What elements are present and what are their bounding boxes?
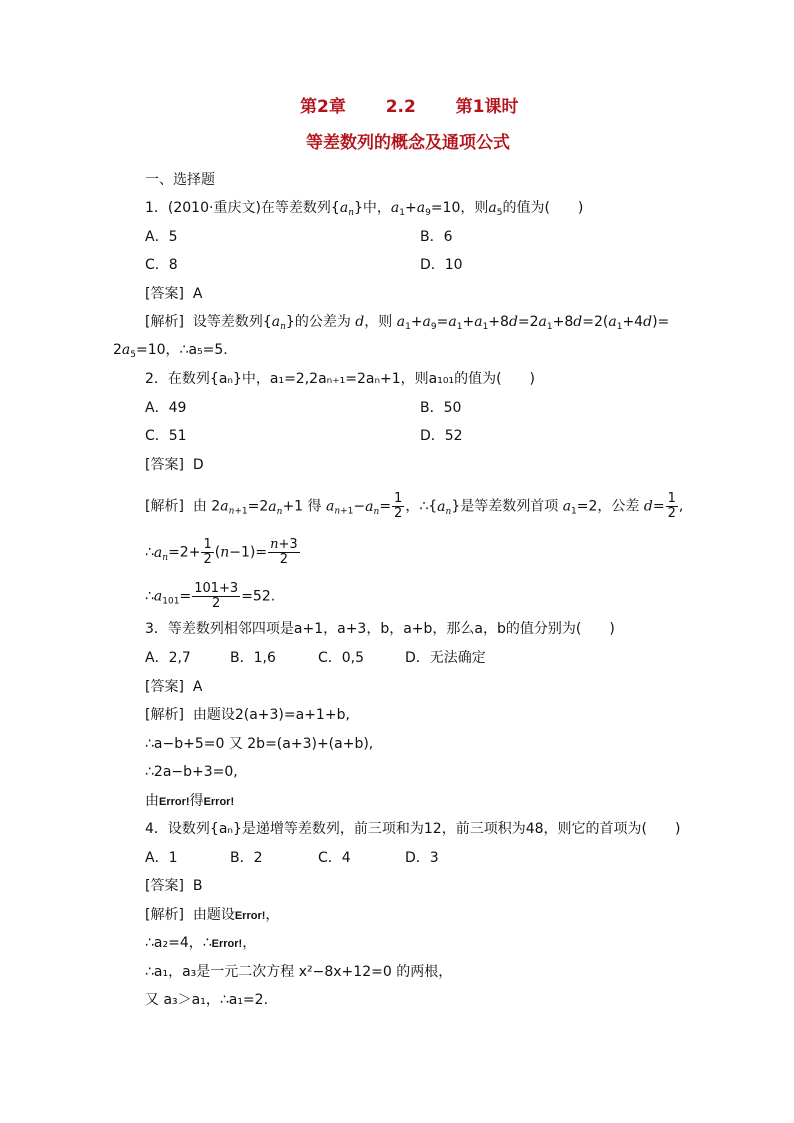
q2-option-a: A．49	[145, 400, 187, 416]
page-title	[300, 97, 519, 117]
q2-option-d: D．52	[420, 428, 463, 444]
q4-analysis-line4: 又 a₃＞a₁，∴a₁=2.	[145, 992, 269, 1008]
q4-analysis-line3: ∴a₁，a₃是一元二次方程 x²−8x+12=0 的两根，	[145, 964, 453, 980]
q2-stem: 2．在数列{aₙ}中，a₁=2,2aₙ₊₁=2aₙ+1，则a₁₀₁的值为( )	[145, 371, 535, 387]
q3-option-a: A．2,7	[145, 650, 191, 666]
page-subtitle: 等差数列的概念及通项公式	[306, 133, 510, 153]
q4-option-a: A．1	[145, 850, 178, 866]
lesson-label: 第1课时	[455, 97, 519, 117]
q1-answer: [答案] A	[145, 286, 203, 302]
q2-analysis-line2: $\therefore a_n=2+$ $\frac{1}{2}$ (n−1)= $\frac{n+3}{2}$	[145, 537, 298, 567]
q2-analysis-line3: $\therefore a_{101}=$ $\frac{101+3}{2}$ =52.	[145, 581, 276, 611]
q1-option-d: D．10	[420, 257, 463, 273]
q1-option-a: A．5	[145, 229, 178, 245]
q4-option-b: B．2	[230, 850, 263, 866]
section-label: 2.2	[385, 97, 416, 117]
q3-stem: 3．等差数列相邻四项是a+1，a+3，b，a+b，那么a，b的值分别为( )	[145, 621, 615, 637]
q3-option-c: C．0,5	[318, 650, 365, 666]
answer-label: [答案]	[145, 286, 184, 302]
q4-option-c: C．4	[318, 850, 351, 866]
q3-answer: [答案] A	[145, 679, 203, 695]
q1-option-b: B．6	[420, 229, 453, 245]
q4-analysis-line1: [解析] 由题设Error!，	[145, 907, 280, 923]
q1-analysis-line2: $2a_5=10$，∴a₅=5.	[113, 342, 228, 360]
q4-analysis-line2: ∴a₂=4，∴Error!，	[145, 935, 257, 951]
q2-option-b: B．50	[420, 400, 462, 416]
q2-analysis-line1: [解析] 由 $2a_{n+1}=2a_n+1$ 得 $a_{n+1}-a_n=$ $\frac{1}{2}$ ，$\therefore\{a_n\}$是等差数列首项 $a_1=2$，公差 d= $\frac{1}{2}$ ,	[145, 491, 684, 521]
q2-option-c: C．51	[145, 428, 187, 444]
section-heading: 一、选择题	[145, 172, 215, 188]
q4-stem: 4．设数列{aₙ}是递增等差数列，前三项和为12，前三项积为48，则它的首项为( )	[145, 821, 681, 837]
q4-answer: [答案] B	[145, 878, 203, 894]
q1-stem: 1．(2010·重庆文)在等差数列$\{a_n\}$中，$a_1+a_9=10$，则$a_5$的值为( )	[145, 200, 584, 218]
q3-option-b: B．1,6	[230, 650, 276, 666]
q3-analysis-line3: ∴2a−b+3=0,	[145, 764, 238, 780]
q2-answer: [答案] D	[145, 457, 204, 473]
analysis-label: [解析]	[145, 314, 184, 330]
q3-option-d: D．无法确定	[405, 650, 486, 666]
q3-analysis-line1: [解析] 由题设2(a+3)=a+1+b,	[145, 707, 350, 723]
q3-analysis-line2: ∴a−b+5=0 又 2b=(a+3)+(a+b),	[145, 736, 374, 752]
q4-option-d: D．3	[405, 850, 439, 866]
q1-option-c: C．8	[145, 257, 178, 273]
q1-analysis-line1: [解析] 设等差数列$\{a_n\}$的公差为 d，则 $a_1+a_9=a_1+a_1+8d=2a_1+8d=2(a_1+4d)=$	[145, 314, 670, 332]
chapter-label: 第2章	[300, 97, 346, 117]
q3-analysis-line4: 由Error!得Error!	[145, 793, 235, 809]
